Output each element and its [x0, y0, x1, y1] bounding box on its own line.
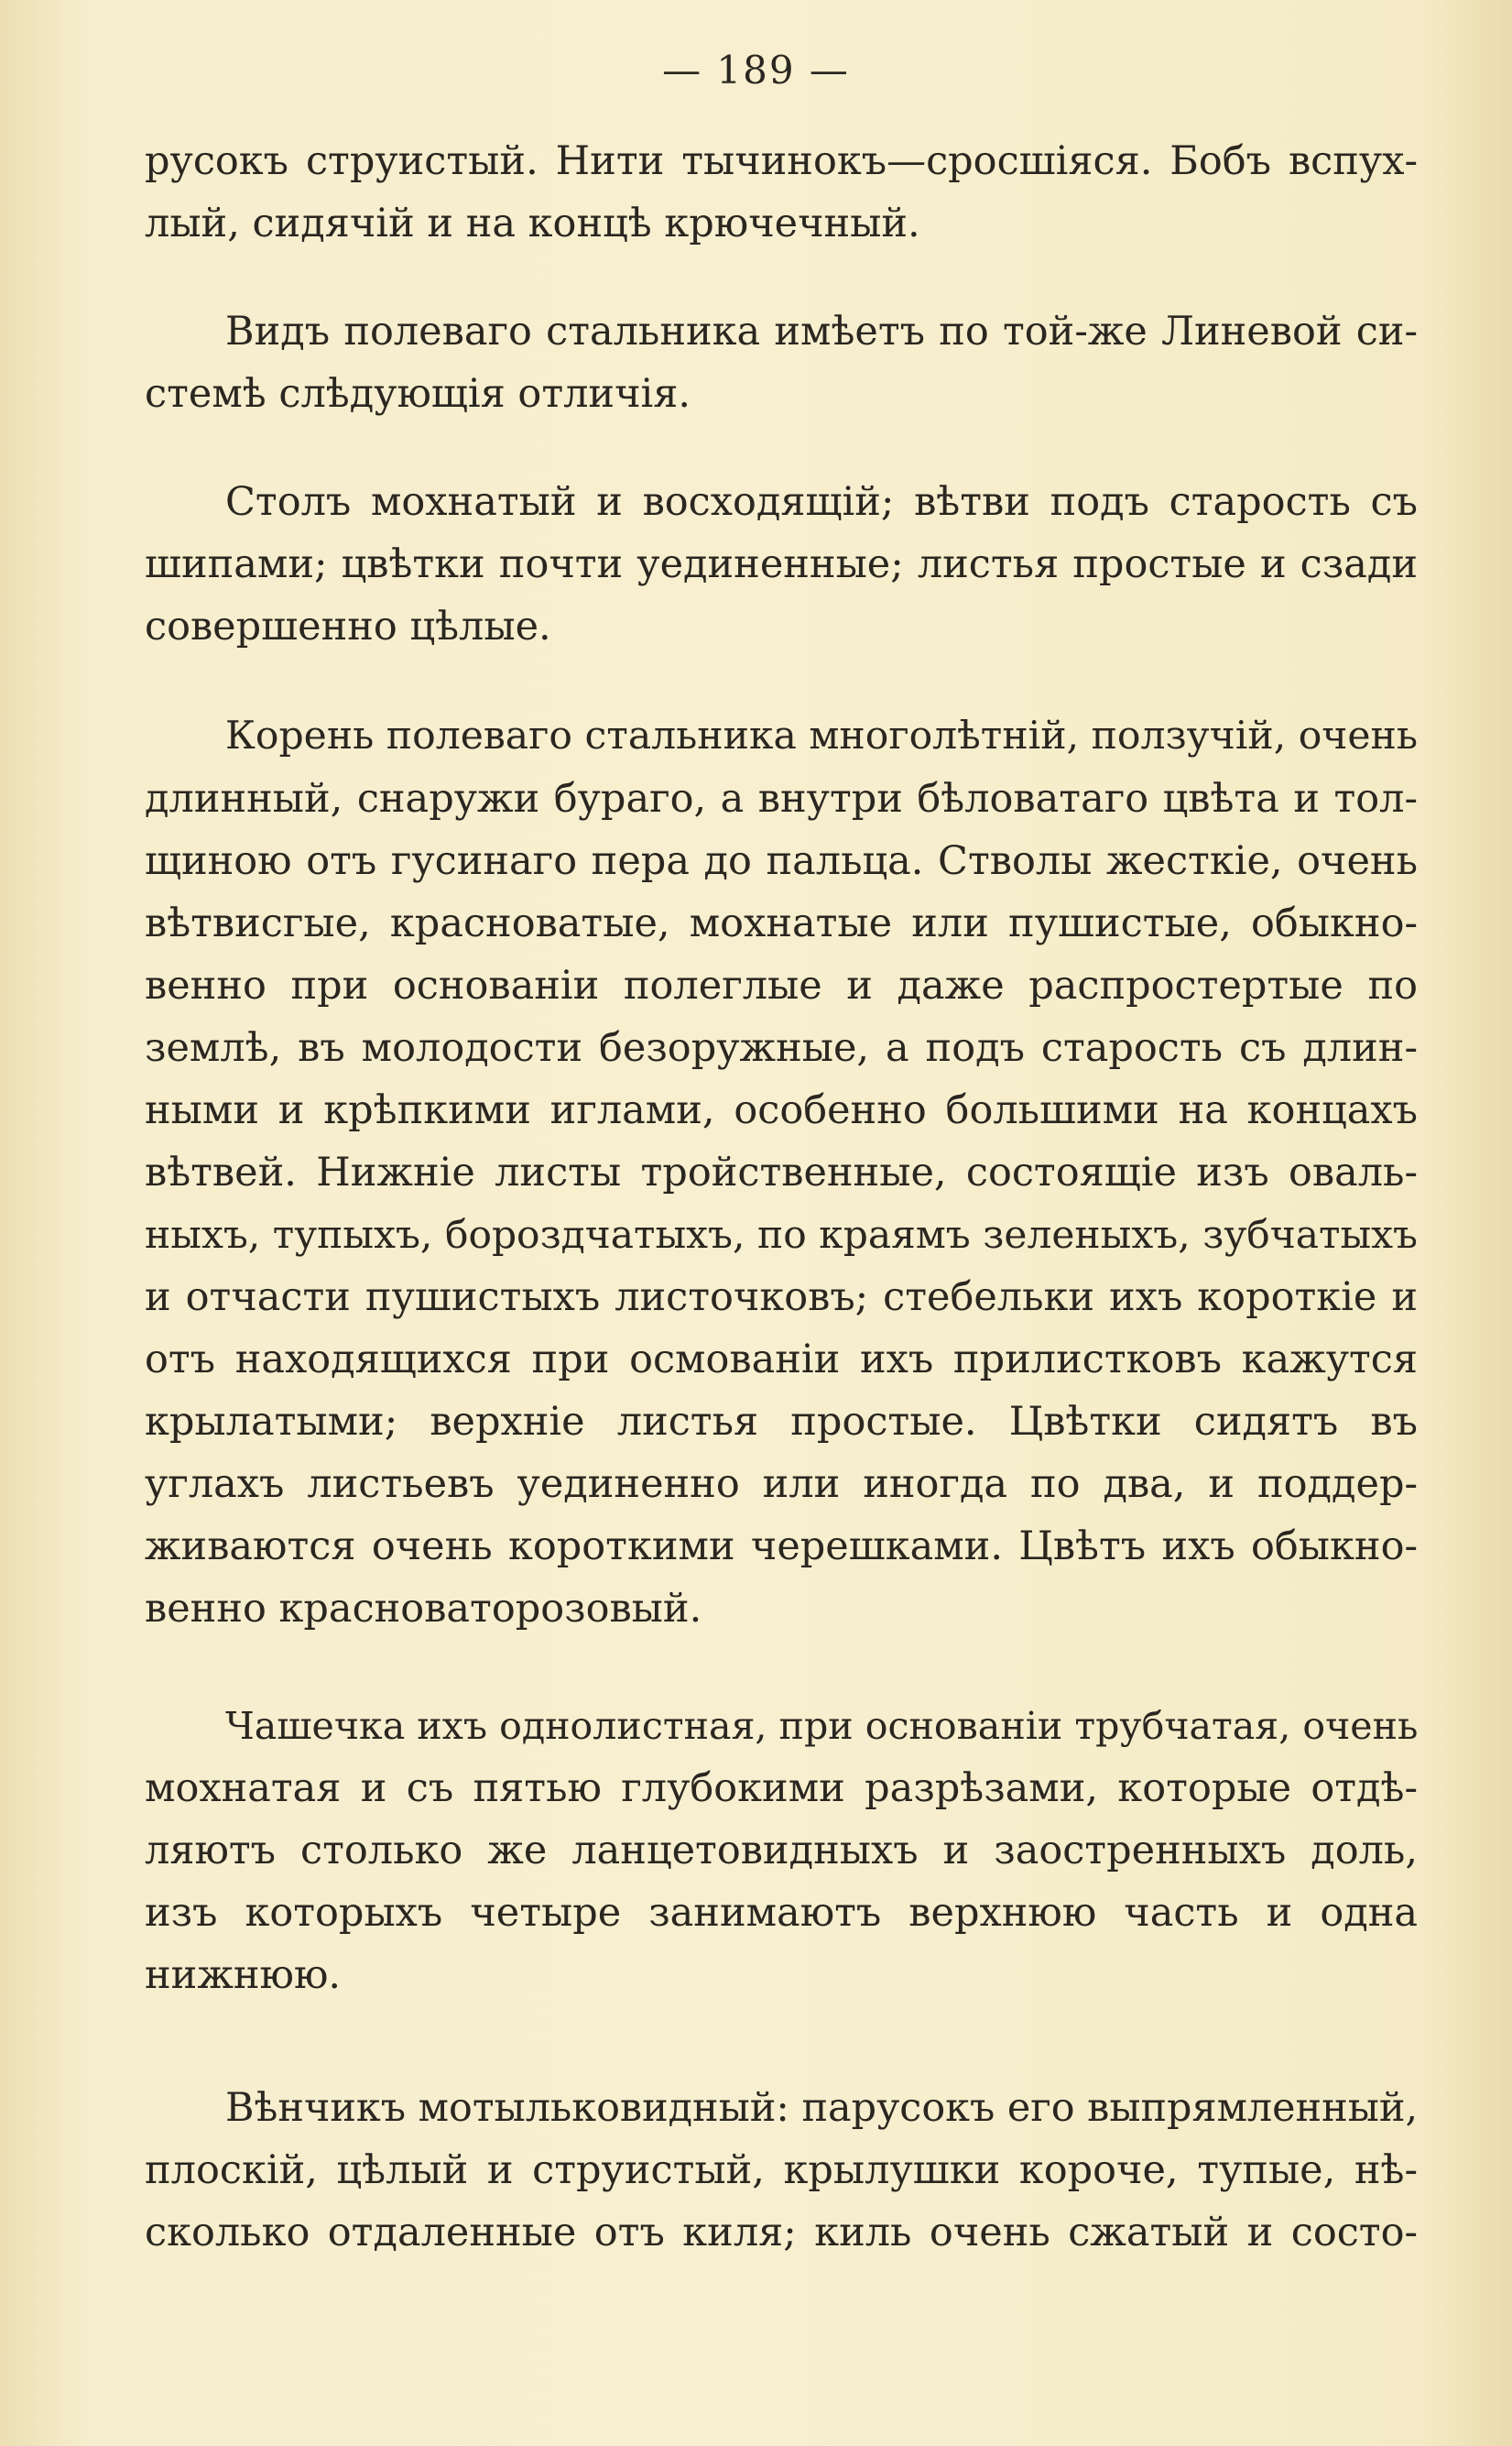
text-line: изъ которыхъ четыре занимаютъ верхнюю часть и одна [145, 1890, 1418, 1936]
text-line: шипами; цвѣтки почти уединенные; листья простые и сзади [145, 541, 1418, 587]
text-line: плоскій, цѣлый и струистый, крылушки короче, тупые, нѣ- [145, 2147, 1418, 2193]
paragraph-4 [145, 705, 1418, 1640]
text-line: Корень полеваго стальника многолѣтній, ползучій, очень [225, 714, 1419, 759]
text-line: углахъ листьевъ уединенно или иногда по два, и поддер- [145, 1461, 1418, 1507]
paragraph-5 [145, 1695, 1418, 2006]
text-line: Столъ мохнатый и восходящій; вѣтви подъ старость съ [225, 479, 1418, 525]
text-line: венно красноваторозовый. [145, 1586, 702, 1632]
text-line: сколько отдаленные отъ киля; киль очень сжатый и состо- [145, 2210, 1418, 2255]
text-line: землѣ, въ молодости безоружные, а подъ старость съ длин- [145, 1025, 1418, 1071]
text-line: венно при основаніи полеглые и даже распростертые по [145, 963, 1418, 1009]
text-line: ныхъ, тупыхъ, бороздчатыхъ, по краямъ зеленыхъ, зубчатыхъ [145, 1212, 1418, 1257]
paragraph-6 [145, 2077, 1418, 2264]
text-line: нижнюю. [145, 1952, 342, 1998]
text-line: совершенно цѣлые. [145, 604, 551, 650]
page-number: — 189 — [662, 48, 850, 93]
text-line: и отчасти пушистыхъ листочковъ; стебельки ихъ короткіе и [145, 1274, 1418, 1320]
text-line: Вѣнчикъ мотыльковидный: парусокъ его выпрямленный, [225, 2085, 1419, 2131]
text-line: ными и крѣпкими иглами, особенно большими на концахъ [145, 1087, 1418, 1133]
text-line: щиною отъ гусинаго пера до пальца. Стволы жесткіе, очень [145, 838, 1418, 884]
text-line: Чашечка ихъ однолистная, при основаніи трубчатая, очень [225, 1704, 1419, 1748]
paragraph-1 [145, 130, 1418, 255]
text-line: русокъ струистый. Нити тычинокъ—сросшіяся. Бобъ вспух- [145, 138, 1418, 184]
text-line: отъ находящихся при осмованіи ихъ прилистковъ кажутся [145, 1337, 1418, 1382]
text-line: лый, сидячій и на концѣ крючечный. [145, 201, 920, 246]
text-line: живаются очень короткими черешками. Цвѣтъ ихъ обыкно- [145, 1523, 1418, 1569]
text-line: стемѣ слѣдующія отличія. [145, 371, 691, 417]
text-line: Видъ полеваго стальника имѣетъ по той-же Линевой си- [225, 309, 1418, 355]
paragraph-2 [145, 300, 1418, 425]
text-line: вѣтвисгые, красноватые, мохнатые или пушистые, обыкно- [145, 901, 1418, 946]
text-line: ляютъ столько же ланцетовидныхъ и заостренныхъ доль, [145, 1828, 1418, 1873]
text-line: крылатыми; верхніе листья простые. Цвѣтки сидятъ въ [145, 1399, 1418, 1445]
paragraph-3 [145, 471, 1418, 658]
text-line: вѣтвей. Нижніе листы тройственные, состоящіе изъ оваль- [145, 1150, 1418, 1196]
text-line: длинный, снаружи бураго, а внутри бѣловатаго цвѣта и тол- [145, 776, 1418, 822]
text-line: мохнатая и съ пятью глубокими разрѣзами, которые отдѣ- [145, 1765, 1418, 1811]
